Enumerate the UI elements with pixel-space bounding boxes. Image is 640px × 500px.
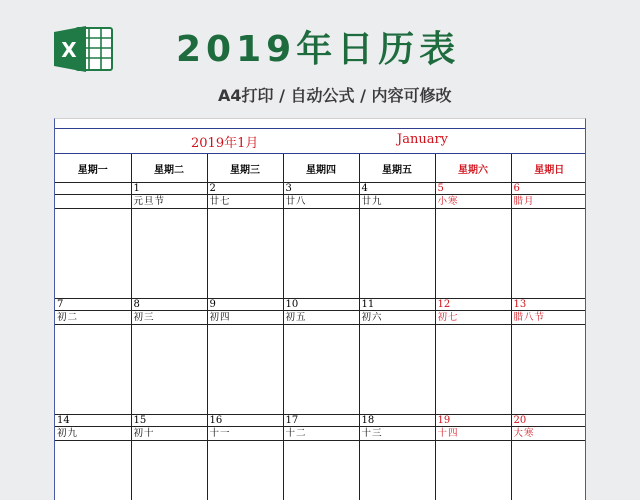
lunar-date-cell[interactable] [55, 195, 131, 209]
notes-row [55, 325, 586, 415]
day-number-cell[interactable]: 9 [207, 299, 283, 311]
day-number-row [55, 299, 586, 311]
page-title: 2019年日历表 [176, 29, 461, 70]
notes-cell[interactable] [283, 441, 359, 500]
lunar-date-cell[interactable]: 腊八节 [511, 311, 586, 325]
notes-cell[interactable] [207, 325, 283, 415]
weekday-header-cell: 星期一 [55, 154, 131, 183]
day-number-cell[interactable]: 14 [55, 415, 131, 427]
day-number-cell[interactable]: 2 [207, 183, 283, 195]
weekday-header-row [55, 154, 586, 183]
weekday-header-cell: 星期四 [283, 154, 359, 183]
notes-row [55, 209, 586, 299]
lunar-date-cell[interactable]: 十一 [207, 427, 283, 441]
notes-cell[interactable] [55, 441, 131, 500]
notes-cell[interactable] [435, 441, 511, 500]
lunar-date-cell[interactable]: 初二 [55, 311, 131, 325]
day-number-cell[interactable]: 16 [207, 415, 283, 427]
weekday-header-cell: 星期日 [511, 154, 586, 183]
notes-cell[interactable] [207, 209, 283, 299]
month-header [55, 128, 586, 154]
lunar-date-cell[interactable]: 初十 [131, 427, 207, 441]
day-number-cell[interactable]: 1 [131, 183, 207, 195]
day-number-cell[interactable] [55, 183, 131, 195]
notes-cell[interactable] [511, 325, 586, 415]
day-number-cell[interactable]: 18 [359, 415, 435, 427]
day-number-cell[interactable]: 15 [131, 415, 207, 427]
notes-cell[interactable] [55, 209, 131, 299]
day-number-cell[interactable]: 20 [511, 415, 586, 427]
notes-cell[interactable] [131, 209, 207, 299]
day-number-row [55, 415, 586, 427]
lunar-date-cell[interactable]: 十四 [435, 427, 511, 441]
lunar-date-cell[interactable]: 元旦节 [131, 195, 207, 209]
day-number-cell[interactable]: 11 [359, 299, 435, 311]
lunar-date-cell[interactable]: 十三 [359, 427, 435, 441]
lunar-date-cell[interactable]: 初九 [55, 427, 131, 441]
day-number-cell[interactable]: 3 [283, 183, 359, 195]
notes-cell[interactable] [207, 441, 283, 500]
notes-cell[interactable] [359, 441, 435, 500]
day-number-cell[interactable]: 19 [435, 415, 511, 427]
lunar-date-cell[interactable]: 腊月 [511, 195, 586, 209]
notes-cell[interactable] [511, 209, 586, 299]
notes-cell[interactable] [359, 325, 435, 415]
lunar-date-row [55, 195, 586, 209]
lunar-date-cell[interactable]: 廿七 [207, 195, 283, 209]
weekday-header-cell: 星期五 [359, 154, 435, 183]
lunar-date-row [55, 311, 586, 325]
notes-cell[interactable] [131, 325, 207, 415]
notes-cell[interactable] [283, 209, 359, 299]
excel-logo-letter: X [61, 38, 77, 62]
day-number-cell[interactable]: 13 [511, 299, 586, 311]
lunar-date-cell[interactable]: 初六 [359, 311, 435, 325]
lunar-date-cell[interactable]: 廿八 [283, 195, 359, 209]
day-number-cell[interactable]: 6 [511, 183, 586, 195]
notes-cell[interactable] [435, 325, 511, 415]
day-number-cell[interactable]: 8 [131, 299, 207, 311]
notes-row [55, 441, 586, 500]
weekday-header-cell: 星期六 [435, 154, 511, 183]
day-number-cell[interactable]: 4 [359, 183, 435, 195]
day-number-cell[interactable]: 17 [283, 415, 359, 427]
lunar-date-cell[interactable]: 大寒 [511, 427, 586, 441]
lunar-date-cell[interactable]: 初三 [131, 311, 207, 325]
lunar-date-cell[interactable]: 初四 [207, 311, 283, 325]
notes-cell[interactable] [55, 325, 131, 415]
calendar-grid [55, 154, 586, 500]
month-title-english: January [397, 132, 449, 147]
page-subtitle: A4打印 / 自动公式 / 内容可修改 [218, 86, 452, 105]
lunar-date-cell[interactable]: 小寒 [435, 195, 511, 209]
day-number-cell[interactable]: 10 [283, 299, 359, 311]
day-number-row [55, 183, 586, 195]
lunar-date-cell[interactable]: 初七 [435, 311, 511, 325]
notes-cell[interactable] [283, 325, 359, 415]
notes-cell[interactable] [435, 209, 511, 299]
day-number-cell[interactable]: 12 [435, 299, 511, 311]
lunar-date-row [55, 427, 586, 441]
notes-cell[interactable] [359, 209, 435, 299]
weekday-header-cell: 星期三 [207, 154, 283, 183]
weekday-header-cell: 星期二 [131, 154, 207, 183]
calendar-sheet [54, 118, 586, 500]
month-title-chinese: 2019年1月 [191, 136, 259, 151]
lunar-date-cell[interactable]: 廿九 [359, 195, 435, 209]
lunar-date-cell[interactable]: 初五 [283, 311, 359, 325]
banner [0, 0, 640, 118]
lunar-date-cell[interactable]: 十二 [283, 427, 359, 441]
notes-cell[interactable] [131, 441, 207, 500]
notes-cell[interactable] [511, 441, 586, 500]
excel-icon [52, 24, 114, 74]
day-number-cell[interactable]: 5 [435, 183, 511, 195]
day-number-cell[interactable]: 7 [55, 299, 131, 311]
